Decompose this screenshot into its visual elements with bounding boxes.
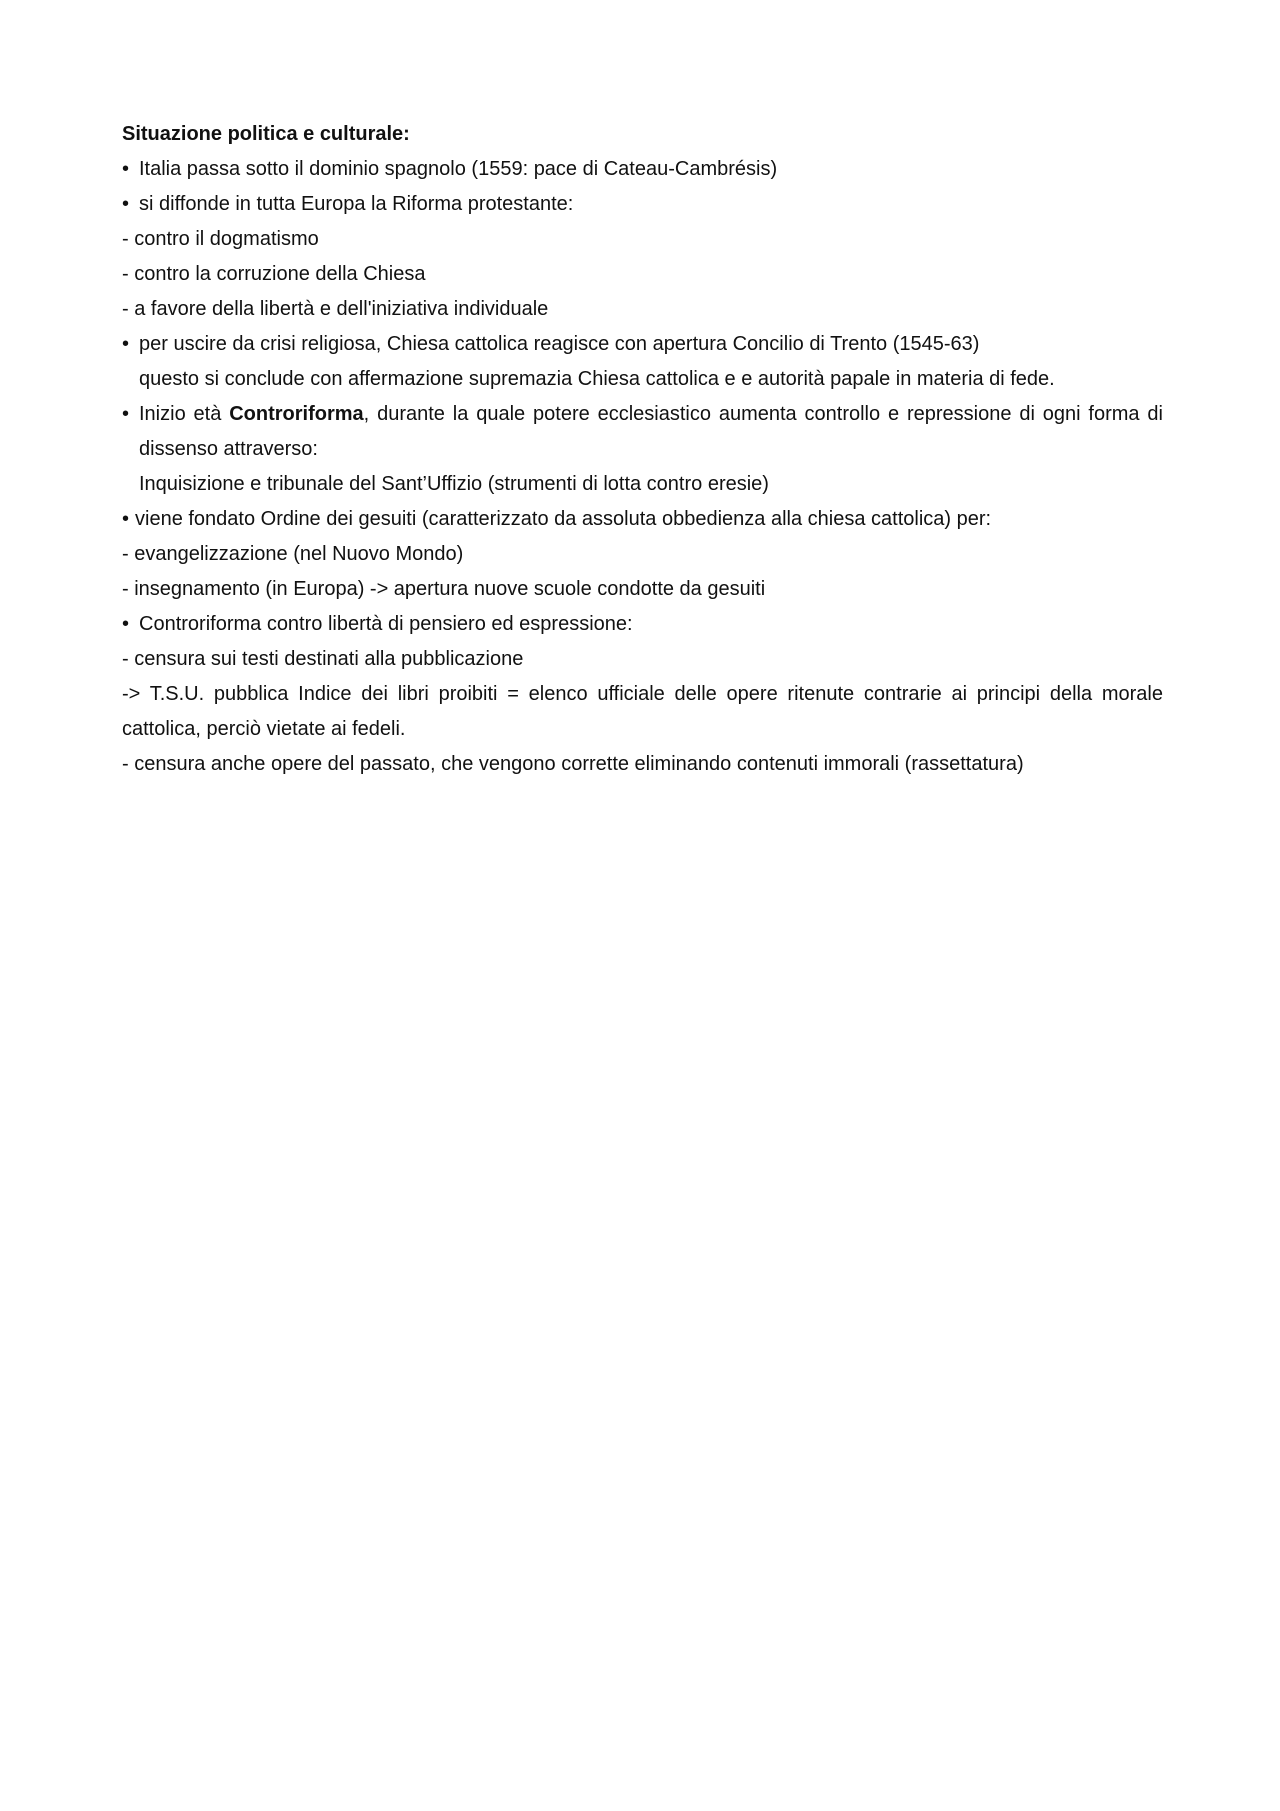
bullet-item xyxy=(122,502,1163,537)
dash-item: - contro il dogmatismo xyxy=(122,228,319,250)
bullet-icon: • xyxy=(122,158,130,180)
bullet-text: Italia passa sotto il dominio spagnolo (1559: pace di Cateau-Cambrésis) xyxy=(139,158,778,180)
bullet-text-part: Inizio età xyxy=(139,403,230,425)
bullet-continuation: questo si conclude con affermazione supremazia Chiesa cattolica e e autorità papale in materia di fede. xyxy=(139,368,1055,390)
bullet-item xyxy=(122,152,1163,187)
bullet-item xyxy=(122,397,1163,467)
bullet-text: si diffonde in tutta Europa la Riforma protestante: xyxy=(139,193,574,215)
bullet-text: viene fondato Ordine dei gesuiti (caratterizzato da assoluta obbedienza alla chiesa cattolica) per: xyxy=(135,508,992,530)
paragraph: -> T.S.U. pubblica Indice dei libri proibiti = elenco ufficiale delle opere ritenute contrarie ai principi della morale cattolica, perciò vietate ai fedeli. xyxy=(122,683,1163,740)
bullet-icon: • xyxy=(122,193,130,215)
dash-item: - evangelizzazione (nel Nuovo Mondo) xyxy=(122,543,464,565)
bullet-item xyxy=(122,327,1163,362)
dash-item: - censura sui testi destinati alla pubblicazione xyxy=(122,648,524,670)
bullet-icon: • xyxy=(122,508,130,530)
bullet-icon: • xyxy=(122,333,130,355)
bullet-item xyxy=(122,607,1163,642)
bullet-continuation: Inquisizione e tribunale del Sant’Uffizio (strumenti di lotta contro eresie) xyxy=(139,473,769,495)
bullet-text: Controriforma contro libertà di pensiero ed espressione: xyxy=(139,613,633,635)
dash-item: - censura anche opere del passato, che vengono corrette eliminando contenuti immorali (rassettatura) xyxy=(122,753,1024,775)
bullet-text: per uscire da crisi religiosa, Chiesa cattolica reagisce con apertura Concilio di Trento (1545-63) xyxy=(139,333,980,355)
bullet-text xyxy=(139,397,1163,467)
bullet-icon: • xyxy=(122,613,130,635)
dash-item: - a favore della libertà e dell'iniziativa individuale xyxy=(122,298,549,320)
bullet-text-part: , durante la quale potere ecclesiastico aumenta controllo e repressione di ogni forma di dissenso attraverso: xyxy=(139,403,1163,460)
dash-item: - insegnamento (in Europa) -> apertura nuove scuole condotte da gesuiti xyxy=(122,578,766,600)
document-body xyxy=(122,117,1163,782)
controriforma-term: Controriforma xyxy=(229,403,364,425)
bullet-icon: • xyxy=(122,403,130,425)
dash-item: - contro la corruzione della Chiesa xyxy=(122,263,426,285)
bullet-item xyxy=(122,187,1163,222)
section-heading: Situazione politica e culturale: xyxy=(122,123,410,145)
